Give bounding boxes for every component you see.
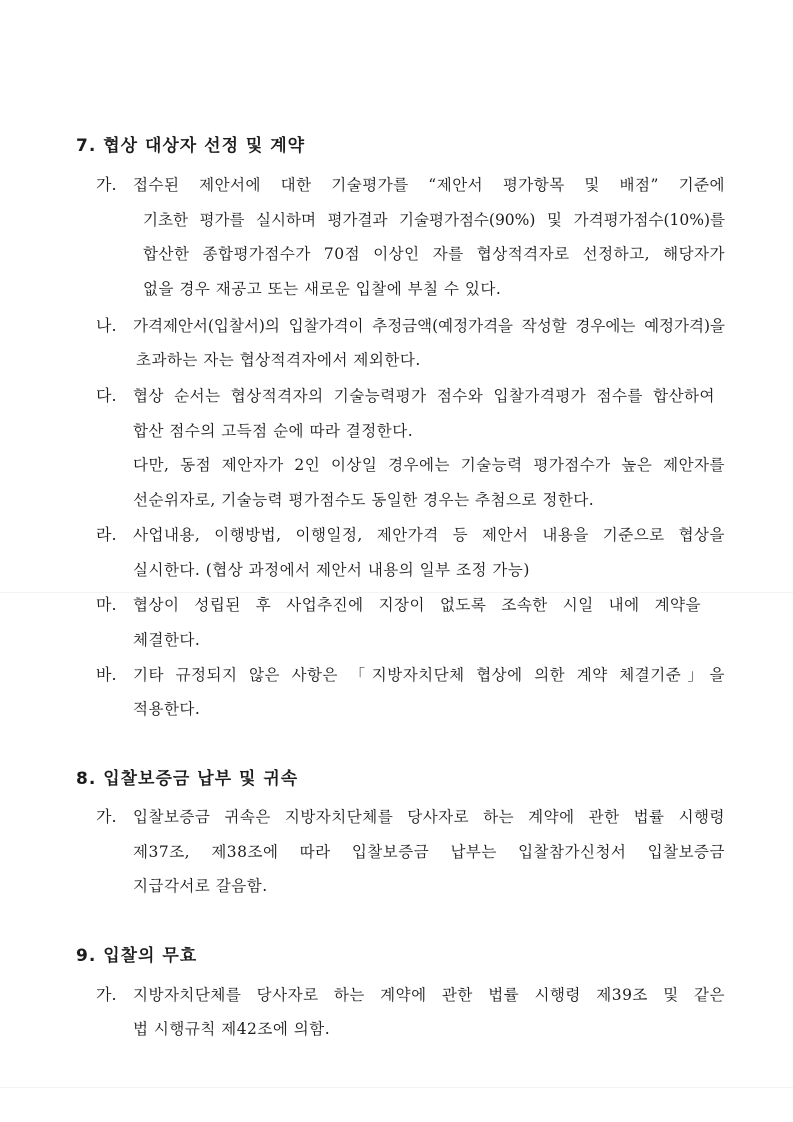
- body-line: 체결한다.: [133, 631, 201, 649]
- body-line: 없을 경우 재공고 또는 새로운 입찰에 부칠 수 있다.: [143, 280, 502, 298]
- body-line: 지급각서로 갈음함.: [133, 877, 268, 895]
- item-marker: 가.: [96, 985, 117, 1004]
- body-line: 입찰보증금 귀속은 지방자치단체를 당사자로 하는 계약에 관한 법률 시행령: [133, 808, 725, 826]
- body-line: 협상 순서는 협상적격자의 기술능력평가 점수와 입찰가격평가 점수를 합산하여: [133, 387, 715, 405]
- body-line: 기타 규정되지 않은 사항은 「지방자치단체 협상에 의한 계약 체결기준」을: [133, 666, 725, 684]
- scan-artifact: [0, 1087, 793, 1088]
- section-heading: 7. 협상 대상자 선정 및 계약: [76, 136, 306, 156]
- body-line: 다만, 동점 제안자가 2인 이상일 경우에는 기술능력 평가점수가 높은 제안자를: [133, 456, 725, 474]
- item-marker: 다.: [96, 386, 117, 405]
- body-line: 적용한다.: [133, 700, 201, 718]
- body-line: 초과하는 자는 협상적격자에서 제외한다.: [136, 351, 421, 369]
- body-line: 기초한 평가를 실시하며 평가결과 기술평가점수(90%) 및 가격평가점수(10%)를: [143, 211, 725, 229]
- body-line: 선순위자로, 기술능력 평가점수도 동일한 경우는 추첨으로 정한다.: [133, 491, 595, 509]
- body-line: 가격제안서(입찰서)의 입찰가격이 추정금액(예정가격을 작성할 경우에는 예정가격)을: [133, 317, 725, 335]
- body-line: 접수된 제안서에 대한 기술평가를 “제안서 평가항목 및 배점” 기준에: [133, 176, 725, 194]
- body-line: 협상이 성립된 후 사업추진에 지장이 없도록 조속한 시일 내에 계약을: [133, 596, 701, 614]
- section-heading: 8. 입찰보증금 납부 및 귀속: [76, 769, 299, 789]
- body-line: 지방자치단체를 당사자로 하는 계약에 관한 법률 시행령 제39조 및 같은: [133, 986, 725, 1004]
- body-line: 합산한 종합평가점수가 70점 이상인 자를 협상적격자로 선정하고, 해당자가: [143, 245, 725, 263]
- body-line: 법 시행규칙 제42조에 의함.: [133, 1020, 331, 1038]
- item-marker: 마.: [96, 595, 117, 614]
- body-line: 사업내용, 이행방법, 이행일정, 제안가격 등 제안서 내용을 기준으로 협상을: [133, 526, 725, 544]
- section-heading: 9. 입찰의 무효: [76, 946, 198, 966]
- item-marker: 가.: [96, 807, 117, 826]
- body-line: 제37조, 제38조에 따라 입찰보증금 납부는 입찰참가신청서 입찰보증금: [133, 843, 725, 861]
- item-marker: 나.: [96, 316, 117, 335]
- item-marker: 라.: [96, 525, 117, 544]
- body-line: 실시한다. (협상 과정에서 제안서 내용의 일부 조정 가능): [133, 561, 530, 579]
- item-marker: 가.: [96, 175, 117, 194]
- item-marker: 바.: [96, 665, 117, 684]
- body-line: 합산 점수의 고득점 순에 따라 결정한다.: [133, 422, 414, 440]
